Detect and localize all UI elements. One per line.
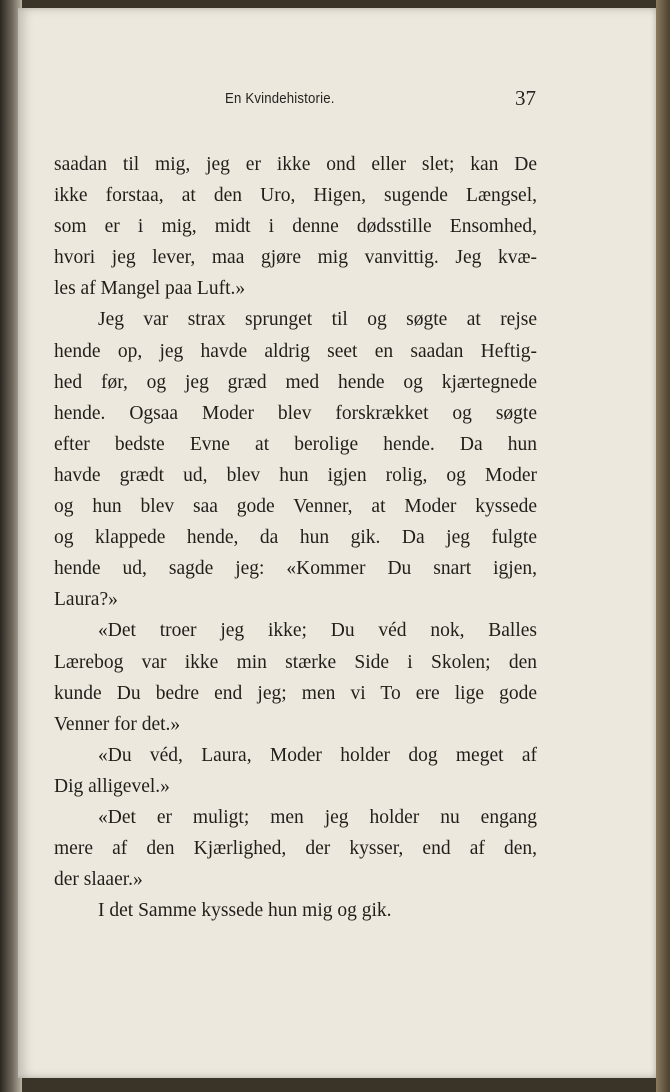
text-line: hende op, jeg havde aldrig seet en saadan Heftig-	[54, 340, 537, 362]
text-line: hed før, og jeg græd med hende og kjærtegnede	[54, 371, 537, 393]
text-line: I det Samme kyssede hun mig og gik.	[98, 900, 392, 922]
text-line: og klappede hende, da hun gik. Da jeg fulgte	[54, 527, 537, 549]
text-line: havde grædt ud, blev hun igjen rolig, og Moder	[54, 464, 537, 486]
text-line: saadan til mig, jeg er ikke ond eller slet; kan De	[54, 154, 537, 175]
text-line: Lærebog var ikke min stærke Side i Skolen; den	[54, 651, 537, 673]
text-line: efter bedste Evne at berolige hende. Da hun	[54, 433, 537, 455]
text-line: ikke forstaa, at den Uro, Higen, sugende Længsel,	[54, 185, 537, 207]
text-line: Dig alligevel.»	[54, 775, 170, 797]
text-line: Venner for det.»	[54, 713, 181, 735]
text-line: hende ud, sagde jeg: «Kommer Du snart igjen,	[54, 558, 537, 580]
page-number: 37	[515, 86, 536, 110]
text-line: kunde Du bedre end jeg; men vi To ere lige gode	[54, 682, 537, 704]
book-page	[18, 8, 656, 1078]
text-line: Jeg var strax sprunget til og søgte at rejse	[98, 309, 537, 331]
text-line: som er i mig, midt i denne dødsstille Ensomhed,	[54, 216, 537, 238]
text-line: mere af den Kjærlighed, der kysser, end af den,	[54, 838, 537, 860]
body-text	[54, 149, 537, 926]
text-line: og hun blev saa gode Venner, at Moder kyssede	[54, 496, 537, 518]
page-edge-shadow	[656, 0, 670, 1092]
text-line: hvori jeg lever, maa gjøre mig vanvittig. Jeg kvæ-	[54, 247, 537, 269]
text-line: der slaaer.»	[54, 869, 143, 891]
text-line: «Du véd, Laura, Moder holder dog meget af	[98, 744, 537, 766]
text-line: les af Mangel paa Luft.»	[54, 278, 246, 300]
text-line: «Det er muligt; men jeg holder nu engang	[98, 806, 537, 828]
running-title: En Kvindehistorie.	[225, 90, 335, 107]
text-line: «Det troer jeg ikke; Du véd nok, Balles	[98, 620, 537, 642]
text-line: Laura?»	[54, 589, 118, 611]
text-line: hende. Ogsaa Moder blev forskrækket og søgte	[54, 402, 537, 424]
